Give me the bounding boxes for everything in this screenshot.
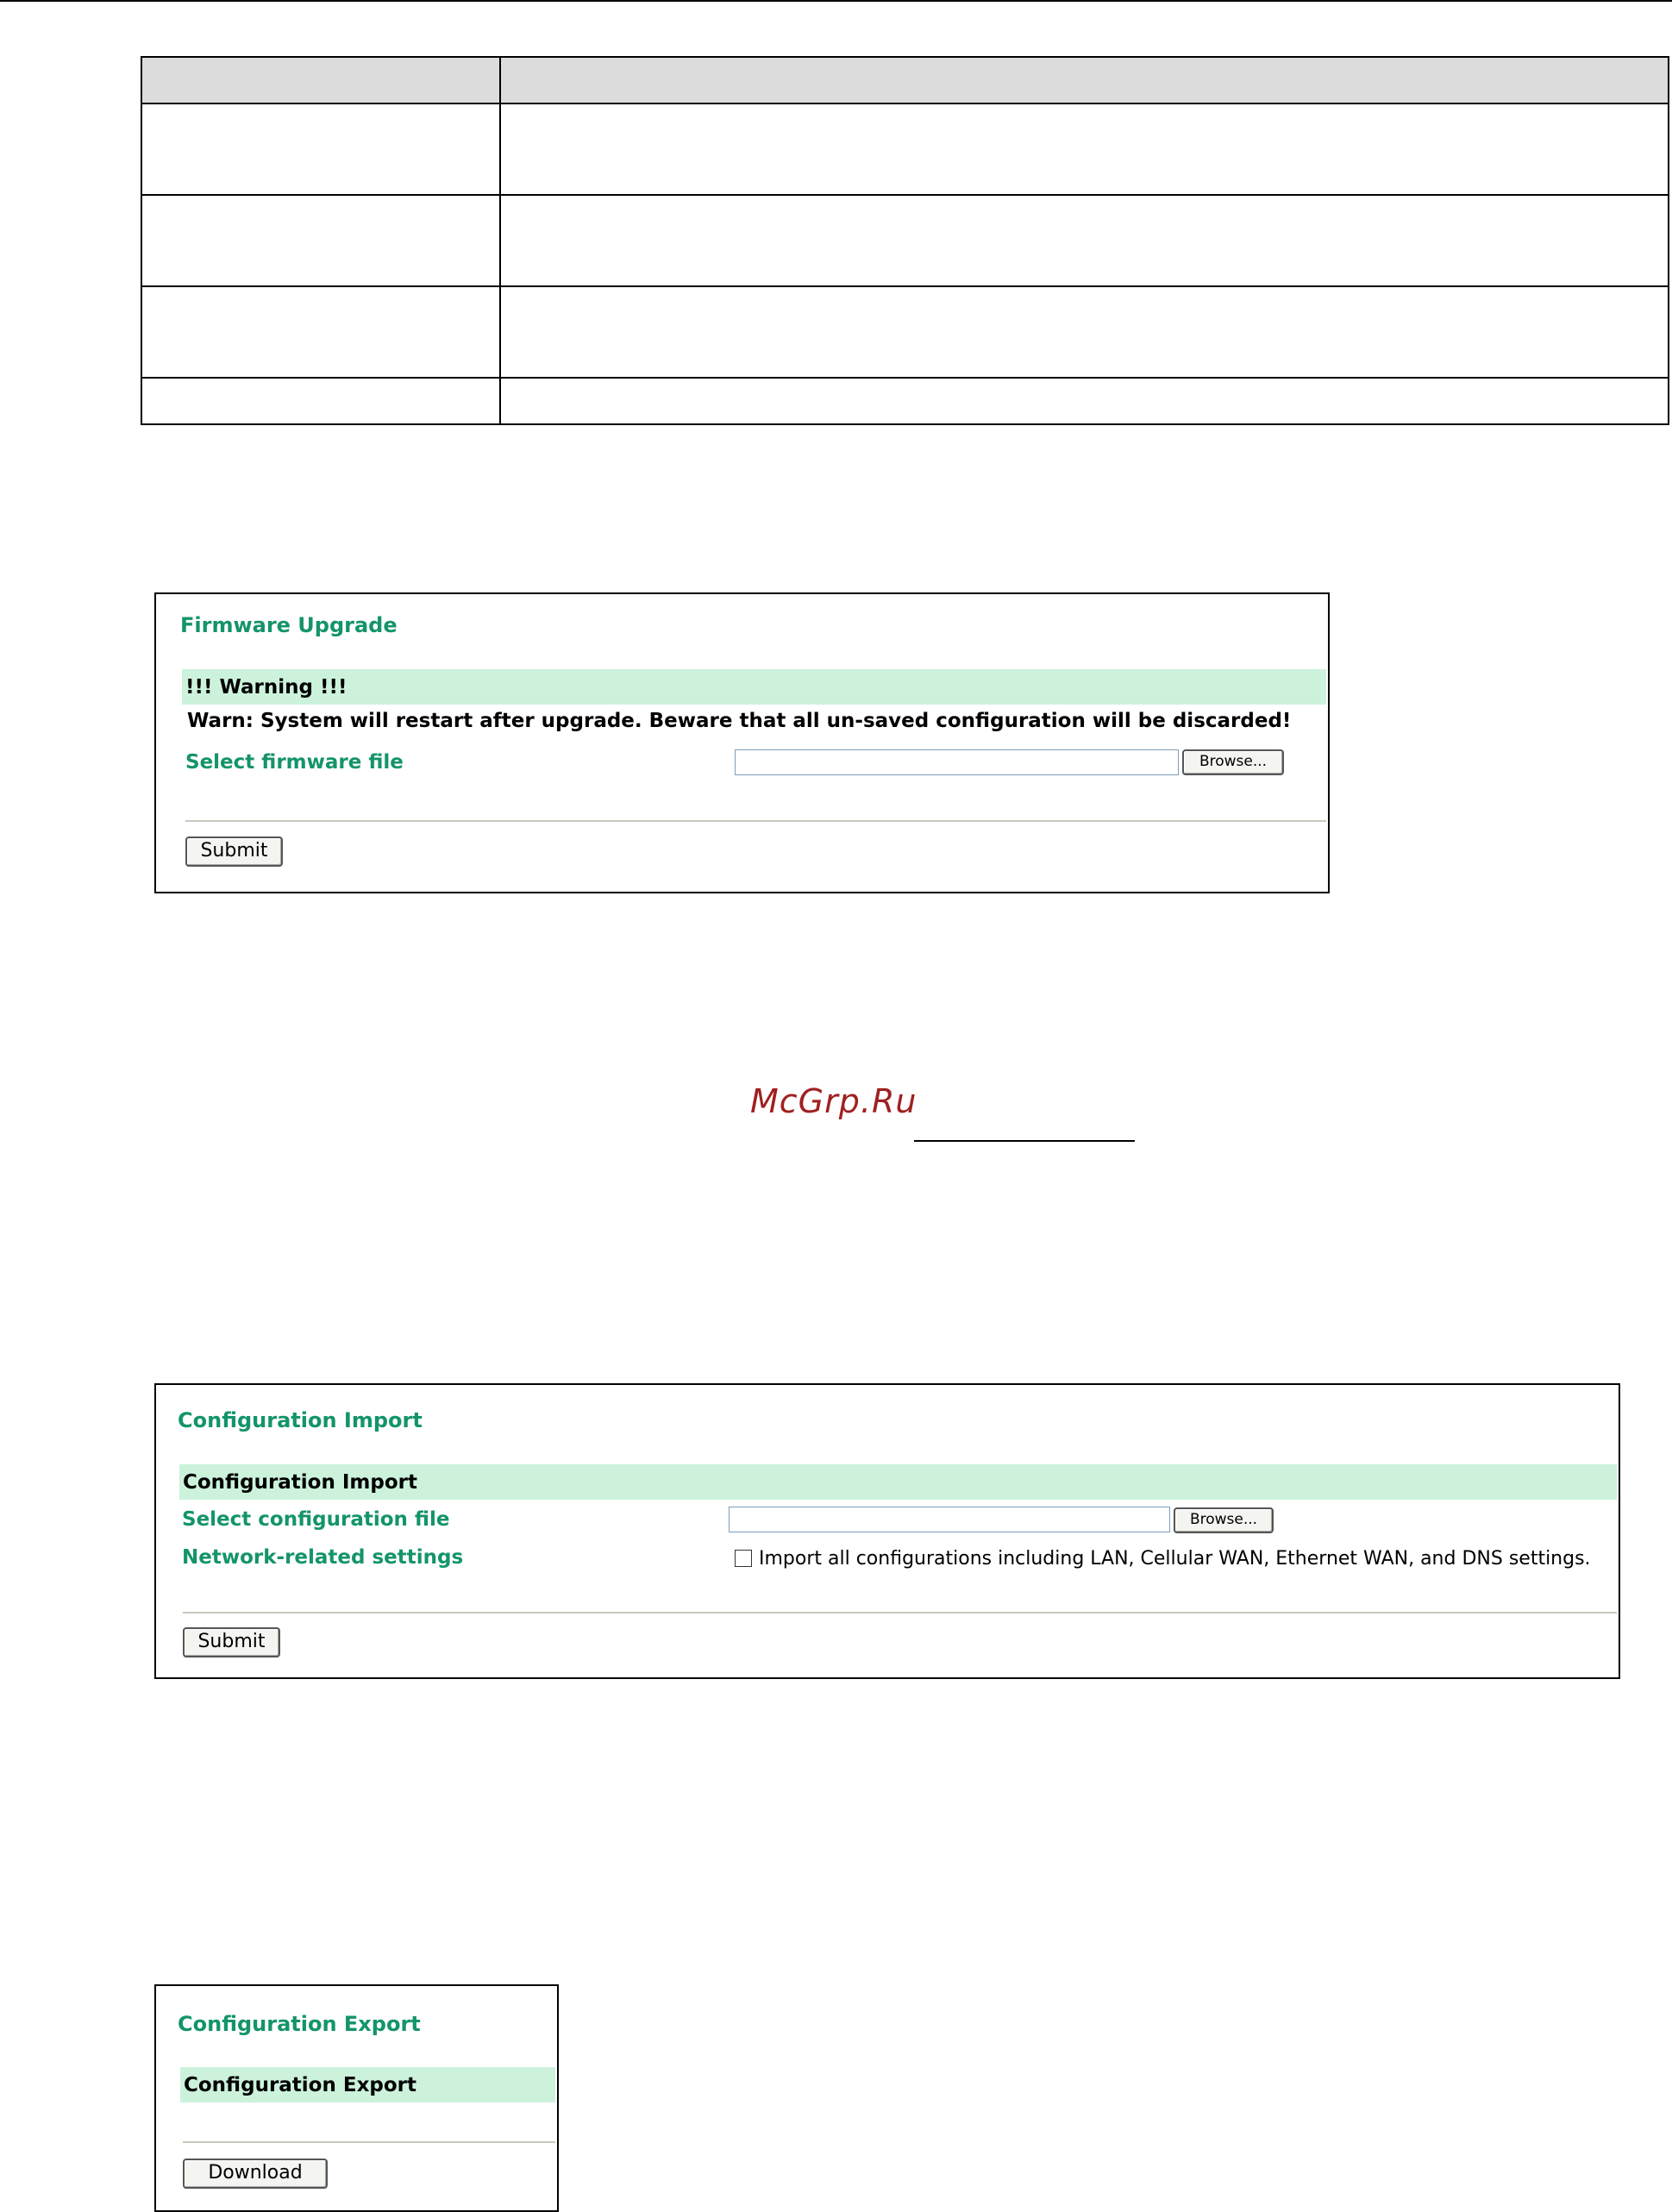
config-import-panel: [154, 1383, 1620, 1679]
firmware-browse-button[interactable]: Browse...: [1182, 749, 1284, 775]
table-row: [141, 378, 1669, 424]
table-header-row: [141, 57, 1669, 103]
table-row: [141, 286, 1669, 378]
warning-band: [182, 669, 1326, 705]
config-export-separator: [183, 2141, 555, 2143]
download-button[interactable]: Download: [183, 2159, 328, 2189]
page-top-rule: [0, 0, 1672, 2]
table-row: [141, 195, 1669, 286]
config-import-heading: Configuration Import: [183, 1471, 417, 1494]
config-file-label: Select configuration file: [182, 1508, 450, 1531]
config-export-heading: Configuration Export: [184, 2074, 417, 2096]
config-import-submit-button[interactable]: Submit: [183, 1627, 280, 1657]
firmware-file-label: Select firmware file: [185, 751, 404, 774]
config-file-input[interactable]: [729, 1507, 1170, 1532]
config-import-band: [179, 1464, 1617, 1500]
config-export-panel: [154, 1984, 559, 2212]
firmware-file-input[interactable]: [735, 749, 1179, 775]
network-settings-checkbox[interactable]: [735, 1550, 752, 1567]
firmware-upgrade-panel: [154, 592, 1330, 893]
config-export-band: [180, 2067, 555, 2102]
table-row: [141, 103, 1669, 195]
watermark-underline: [914, 1140, 1135, 1142]
firmware-submit-button[interactable]: Submit: [185, 837, 283, 867]
firmware-upgrade-title: Firmware Upgrade: [180, 613, 398, 637]
warning-heading: !!! Warning !!!: [185, 676, 348, 699]
config-import-separator: [183, 1612, 1617, 1614]
warning-message: Warn: System will restart after upgrade. Beware that all un-saved configuration will be discarded!: [187, 710, 1292, 732]
config-import-title: Configuration Import: [178, 1408, 423, 1432]
config-browse-button[interactable]: Browse...: [1174, 1507, 1274, 1533]
firmware-separator: [185, 820, 1326, 822]
watermark-text: McGrp.Ru: [750, 1082, 917, 1120]
parameter-table: [141, 56, 1669, 425]
network-settings-label: Network-related settings: [182, 1546, 464, 1569]
network-settings-checkbox-label: Import all configurations including LAN, Cellular WAN, Ethernet WAN, and DNS settings.: [759, 1548, 1591, 1570]
config-export-title: Configuration Export: [178, 2012, 421, 2036]
